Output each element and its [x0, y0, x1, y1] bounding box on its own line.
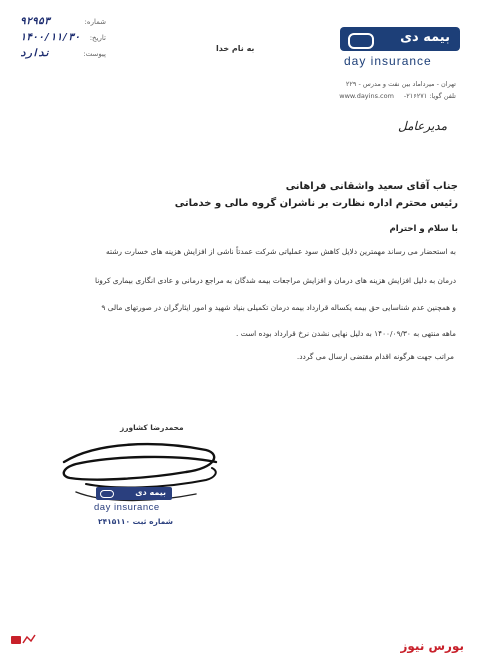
stamp-registration: شماره ثبت ۲۴۱۵۱۱۰	[98, 517, 174, 526]
letter-date-value: ۱۴۰۰/۱۱/۳۰	[20, 32, 81, 43]
letter-attachment-value: ندارد	[20, 48, 51, 59]
invocation-text: به نام خدا	[216, 44, 255, 53]
letter-number-row	[14, 16, 106, 30]
signer-name: محمدرضا کشاورز	[120, 423, 184, 432]
body-line-2: درمان به دلیل افزایش هزینه های درمان و افزایش مراجعات بیمه شدگان به مراجع درمانی و عادی انگاری بیماری کرونا	[94, 276, 456, 285]
body-line-3: و همچنین عدم شناسایی حق بیمه یکساله قرارداد بیمه درمان تکمیلی بنیاد شهید و امور ایثارگران در صورتهای مالی ۹	[101, 303, 456, 312]
logo-en-name: day insurance	[344, 54, 432, 68]
address-line: تهران - میرداماد بین نفت و مدرس - ۲۲۹	[345, 80, 456, 88]
company-logo	[340, 27, 460, 75]
letter-attachment-row	[14, 48, 106, 62]
recipient-title: رئیس محترم اداره نظارت بر ناشران گروه مالی و خدماتی	[174, 198, 458, 209]
greeting: با سلام و احترام	[389, 224, 458, 234]
contact-row	[339, 92, 456, 100]
stamp-fa-name: بیمه دی	[135, 488, 166, 497]
letter-date-row	[14, 32, 106, 46]
stamp-glyph-icon	[100, 490, 114, 498]
logo-glyph-icon	[348, 33, 374, 49]
footer-logo-icon	[10, 633, 36, 647]
body-line-4: ماهه منتهی به ۱۴۰۰/۰۹/۳۰ به دلیل نهایی نشدن نرخ قرارداد بوده است .	[236, 329, 456, 338]
company-stamp	[94, 487, 178, 529]
logo-mark	[340, 27, 460, 51]
recipient-name: جناب آقای سعید واشقانی فراهانی	[285, 181, 458, 192]
stamp-en-name: day insurance	[94, 502, 160, 513]
stamp-logo-mark	[96, 487, 172, 500]
letter-number-value: ۹۲۹۵۳	[20, 16, 51, 27]
phone-text: تلفن گویا: ۲۱۶۲۷۱-	[403, 92, 456, 100]
letter-number-label: شماره:	[84, 18, 106, 26]
ceo-title: مدیرعامل	[398, 119, 448, 133]
closing-line: مراتب جهت هرگونه اقدام مقتضی ارسال می گردد.	[296, 352, 454, 361]
body-line-1: به استحضار می رساند مهمترین دلایل کاهش سود عملیاتی شرکت عمدتاً ناشی از افزایش هزینه های خسارت رشته	[106, 247, 456, 256]
letter-date-label: تاریخ:	[89, 34, 106, 42]
letter-attachment-label: پیوست:	[83, 50, 106, 58]
footer-brand: بورس نیوز	[400, 639, 464, 653]
website-text: www.dayins.com	[339, 92, 394, 100]
logo-fa-name: بیمه دی	[400, 30, 450, 45]
